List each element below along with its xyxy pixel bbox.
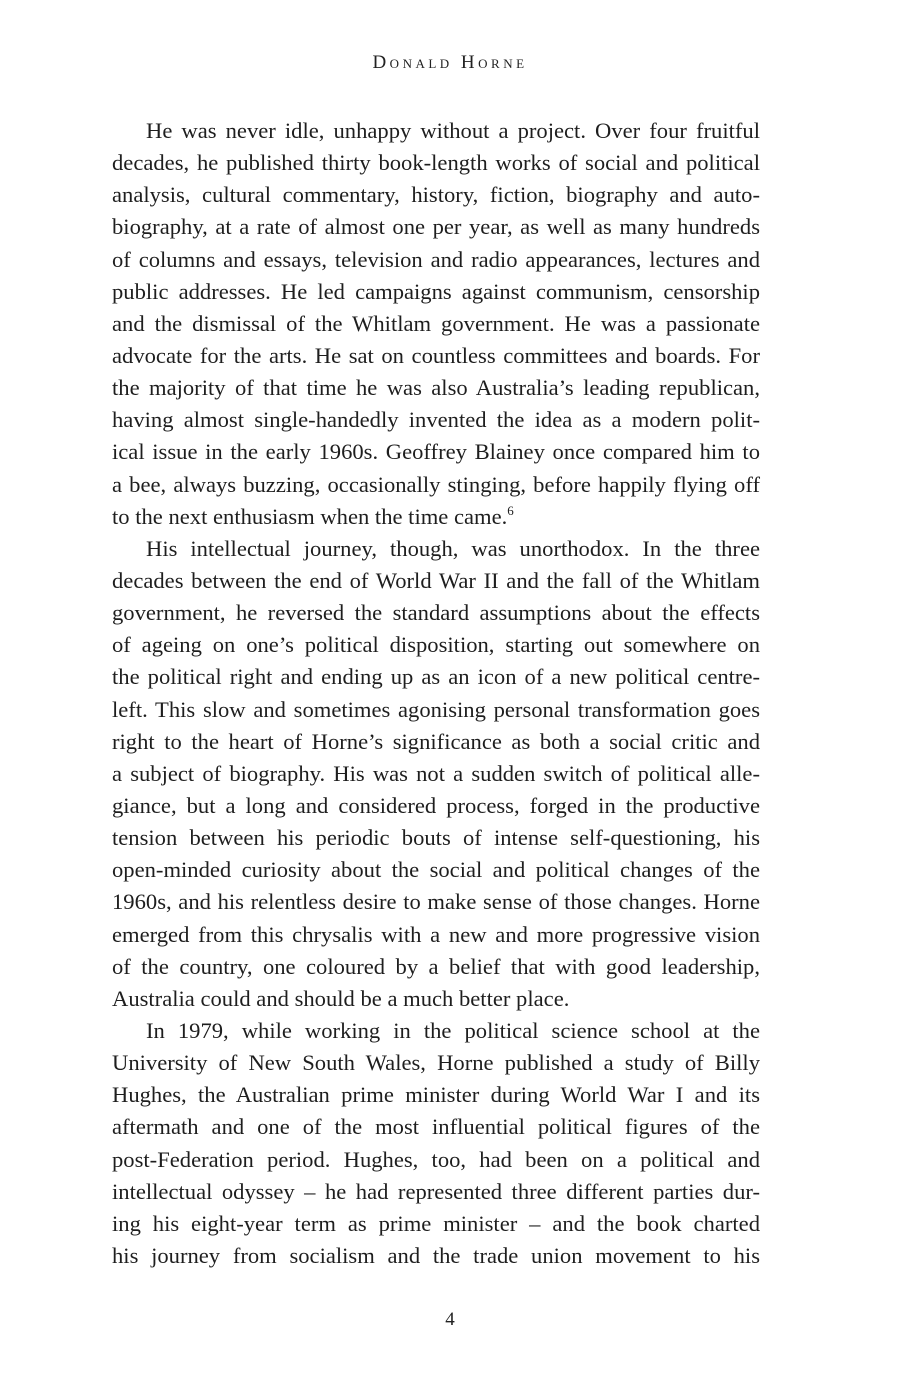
text-line: [112, 597, 760, 629]
text-line: [112, 1176, 760, 1208]
text-line: [112, 886, 760, 918]
text-line: [112, 790, 760, 822]
text-line: [112, 501, 760, 533]
text-line-content: right to the heart of Horne’s significance as both a social critic and: [112, 728, 760, 754]
page-number: 4: [445, 1309, 455, 1330]
text-line: [112, 147, 760, 179]
text-line-content: to the next enthusiasm when the time came.: [112, 503, 508, 529]
text-line: [112, 1111, 760, 1143]
paragraph: [112, 115, 760, 533]
text-line-content: giance, but a long and considered process, forged in the productive: [112, 792, 760, 818]
text-line: [112, 951, 760, 983]
text-line-content: Hughes, the Australian prime minister during World War I and its: [112, 1082, 760, 1108]
text-line-content: decades between the end of World War II and the fall of the Whitlam: [112, 567, 760, 593]
text-line-content: He was never idle, unhappy without a project. Over four fruitful: [146, 118, 760, 143]
text-line-content: of ageing on one’s political disposition, starting out somewhere on: [112, 632, 760, 658]
text-line: [112, 726, 760, 758]
text-line-content: of the country, one coloured by a belief that with good leadership,: [112, 953, 760, 979]
text-line: [112, 211, 760, 243]
text-line-content: decades, he published thirty book-length works of social and political: [112, 150, 760, 176]
text-line: [112, 629, 760, 661]
text-line: [112, 340, 760, 372]
text-line-content: His intellectual journey, though, was unorthodox. In the three: [146, 535, 760, 561]
text-line-content: analysis, cultural commentary, history, fiction, biography and auto-: [112, 182, 760, 208]
text-line: [112, 1079, 760, 1111]
paragraph: [112, 533, 760, 1015]
body-text: [112, 115, 760, 1272]
text-line: [112, 822, 760, 854]
text-line-content: public addresses. He led campaigns against communism, censorship: [112, 278, 760, 304]
text-line-content: having almost single-handedly invented the idea as a modern polit-: [112, 407, 760, 433]
text-line-content: post-Federation period. Hughes, too, had been on a political and: [112, 1146, 760, 1172]
text-line: [112, 1015, 760, 1047]
text-line: [112, 469, 760, 501]
text-line: [112, 565, 760, 597]
text-line-content: the majority of that time he was also Australia’s leading republican,: [112, 375, 760, 401]
text-line: [112, 758, 760, 790]
text-line-content: a bee, always buzzing, occasionally stinging, before happily flying off: [112, 471, 760, 497]
text-line: [112, 533, 760, 565]
text-line: [112, 661, 760, 693]
text-line-content: tension between his periodic bouts of intense self-questioning, his: [112, 825, 760, 851]
text-line: [112, 308, 760, 340]
text-line: [112, 404, 760, 436]
text-line-content: of columns and essays, television and radio appearances, lectures and: [112, 246, 760, 272]
text-line-content: government, he reversed the standard assumptions about the effects: [112, 600, 760, 626]
text-line: [112, 372, 760, 404]
text-line: [112, 115, 760, 147]
text-line-content: advocate for the arts. He sat on countless committees and boards. For: [112, 342, 760, 368]
text-line-content: a subject of biography. His was not a sudden switch of political alle-: [112, 760, 760, 786]
text-line-content: University of New South Wales, Horne published a study of Billy: [112, 1050, 760, 1076]
text-line-content: the political right and ending up as an icon of a new political centre-: [112, 664, 760, 690]
text-line: [112, 436, 760, 468]
running-head: Donald Horne: [372, 52, 528, 73]
text-line-content: ical issue in the early 1960s. Geoffrey Blainey once compared him to: [112, 439, 760, 465]
text-line-content: his journey from socialism and the trade union movement to his: [112, 1242, 760, 1268]
text-line: [112, 244, 760, 276]
paragraph: [112, 1015, 760, 1272]
text-line: [112, 1240, 760, 1272]
text-line-content: ing his eight-year term as prime minister – and the book charted: [112, 1210, 760, 1236]
text-line: [112, 854, 760, 886]
text-line-content: left. This slow and sometimes agonising personal transformation goes: [112, 696, 760, 722]
text-line-content: 1960s, and his relentless desire to make sense of those changes. Horne: [112, 889, 760, 915]
text-line: [112, 1047, 760, 1079]
text-line-content: In 1979, while working in the political science school at the: [146, 1017, 760, 1043]
text-line: [112, 694, 760, 726]
text-line: [112, 919, 760, 951]
text-line-content: and the dismissal of the Whitlam government. He was a passionate: [112, 310, 760, 336]
text-line-content: intellectual odyssey – he had represented three different parties dur-: [112, 1178, 760, 1204]
text-line: [112, 1208, 760, 1240]
text-line-content: emerged from this chrysalis with a new and more progressive vision: [112, 921, 760, 947]
text-line: [112, 983, 760, 1015]
text-line-content: biography, at a rate of almost one per year, as well as many hundreds: [112, 214, 760, 240]
footnote-marker[interactable]: 6: [507, 502, 514, 518]
text-line: [112, 179, 760, 211]
text-line-content: Australia could and should be a much better place.: [112, 985, 570, 1011]
text-line-content: aftermath and one of the most influential political figures of the: [112, 1114, 760, 1140]
text-line-content: open-minded curiosity about the social and political changes of the: [112, 857, 760, 883]
text-line: [112, 1144, 760, 1176]
text-line: [112, 276, 760, 308]
